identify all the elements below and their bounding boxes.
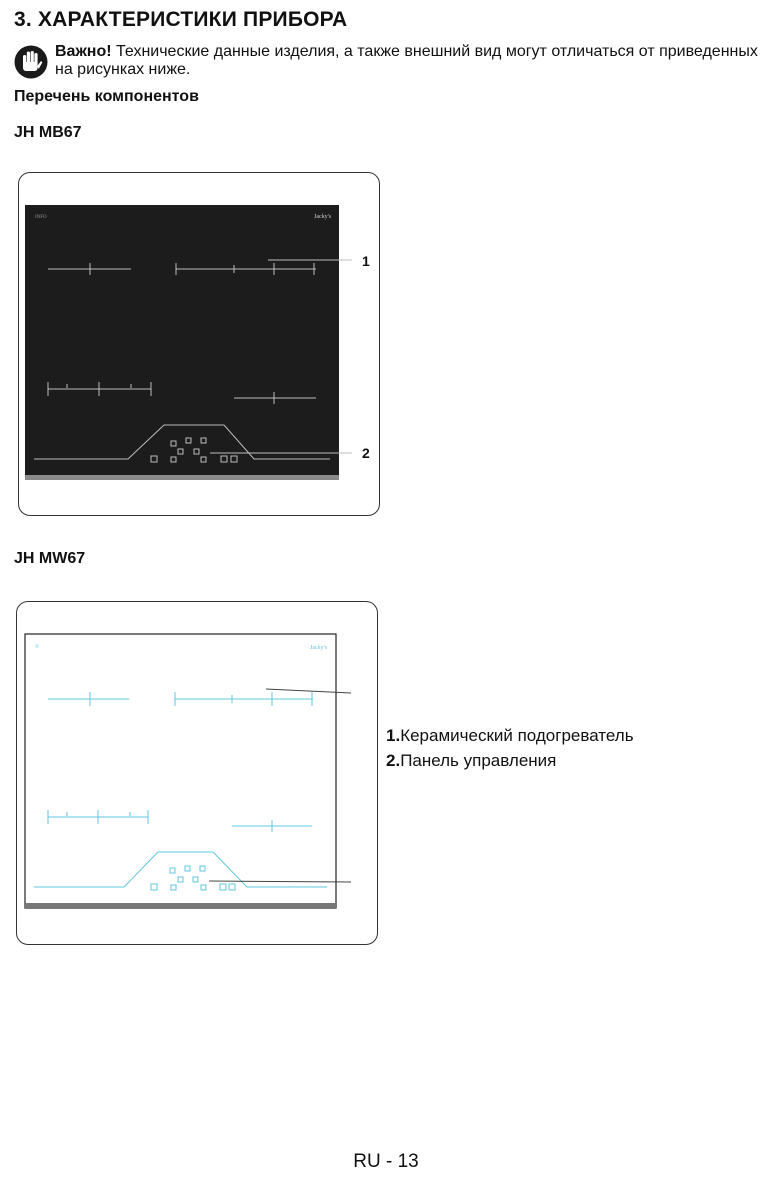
legend-text: Панель управления — [400, 751, 557, 770]
legend-item-1 — [386, 723, 634, 748]
legend-item-2 — [386, 748, 634, 773]
hob-top-left-mark: INFO — [34, 214, 47, 220]
model-label-mb67: JH MB67 — [14, 124, 82, 141]
components-heading: Перечень компонентов — [14, 88, 199, 105]
section-title: 3. ХАРАКТЕРИСТИКИ ПРИБОРА — [14, 8, 348, 31]
notice-body: Технические данные изделия, а также внешний вид могут отличаться от приведенных на рисунках ниже. — [55, 43, 758, 78]
figure-mw67 — [16, 601, 378, 945]
notice-label: Важно! — [55, 43, 112, 60]
page-number: RU - 13 — [353, 1151, 419, 1172]
hob-illustration-black — [18, 172, 380, 516]
hob-frame-edge — [25, 475, 339, 480]
brand-mark: Jacky's — [309, 644, 327, 651]
legend-number: 2. — [386, 751, 401, 770]
figure-mb67 — [18, 172, 380, 516]
legend-text: Керамический подогреватель — [400, 726, 634, 745]
hob-top-left-mark: ® — [34, 644, 39, 650]
model-label-mw67: JH MW67 — [14, 550, 86, 567]
callout-number-2: 2 — [362, 445, 370, 461]
notice-text — [55, 43, 767, 79]
hob-illustration-white — [16, 601, 378, 945]
hob-surface — [25, 205, 339, 479]
stop-hand-icon — [14, 45, 48, 79]
hob-frame-edge — [25, 903, 336, 908]
component-legend — [386, 723, 634, 773]
brand-mark: Jacky's — [313, 213, 331, 220]
hob-surface — [25, 634, 336, 908]
callout-number-1: 1 — [362, 253, 370, 269]
legend-number: 1. — [386, 726, 401, 745]
